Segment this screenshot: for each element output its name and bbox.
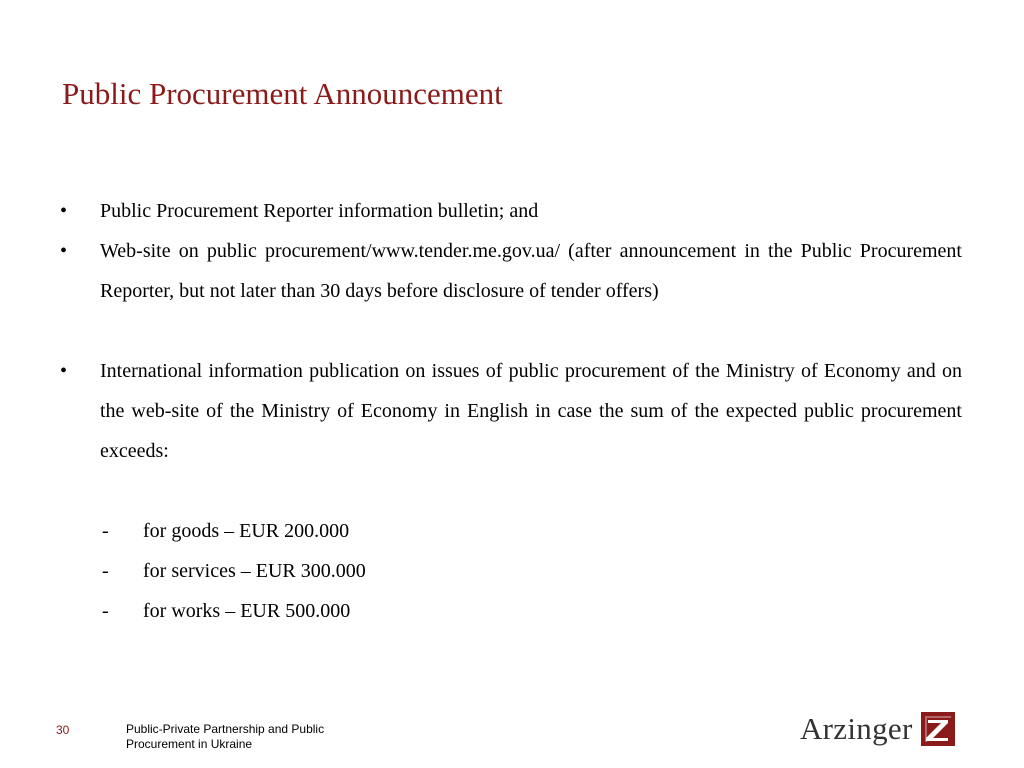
- threshold-text: for works – EUR 500.000: [143, 600, 351, 622]
- bullet-item: [60, 351, 962, 471]
- slide-title: Public Procurement Announcement: [62, 76, 503, 111]
- arzinger-logo-mark-icon: [921, 712, 955, 746]
- threshold-item: [60, 511, 962, 551]
- dash-mark: -: [102, 520, 109, 542]
- threshold-item: [60, 591, 962, 631]
- bullet-text: Public Procurement Reporter information bulletin; and: [100, 200, 539, 222]
- bullet-item: [60, 191, 962, 231]
- threshold-item: [60, 551, 962, 591]
- dash-mark: -: [102, 560, 109, 582]
- threshold-text: for goods – EUR 200.000: [143, 520, 350, 542]
- bullet-text: International information publication on issues of public procurement of the Ministry of Economy and on the web-site of the Ministry of Economy in English in case the sum of the expected public procurement exceeds:: [100, 360, 962, 462]
- spacer: [60, 311, 962, 351]
- page-number: 30: [56, 723, 70, 737]
- slide-body: [60, 191, 962, 631]
- bullet-mark: •: [60, 360, 68, 382]
- bullet-item: [60, 231, 962, 311]
- spacer: [60, 471, 962, 511]
- bullet-mark: •: [60, 240, 68, 262]
- footer-caption: Public-Private Partnership and Public Procurement in Ukraine: [126, 722, 325, 751]
- bullet-text: Web-site on public procurement/www.tender.me.gov.ua/ (after announcement in the Public Procurement Reporter, but not later than 30 days before disclosure of tender offers): [100, 240, 962, 302]
- bullet-mark: •: [60, 200, 68, 222]
- threshold-text: for services – EUR 300.000: [143, 560, 366, 582]
- dash-mark: -: [102, 600, 109, 622]
- logo-wordmark: Arzinger: [800, 711, 913, 746]
- company-logo: [800, 708, 955, 750]
